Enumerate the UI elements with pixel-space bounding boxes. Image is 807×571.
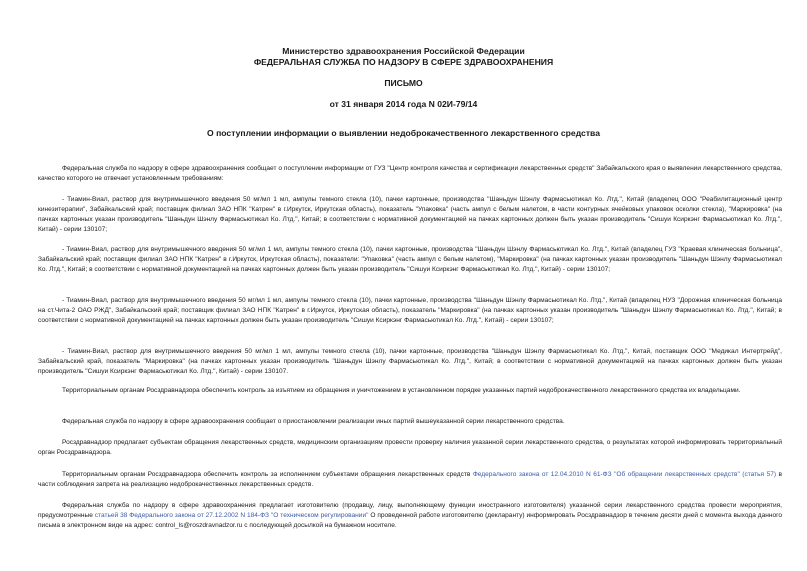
law-61fz-link[interactable]: Федерального закона от 12.04.2010 N 61-ФЗ "Об обращении лекарственных средств" bbox=[472, 471, 740, 478]
document-subject: О поступлении информации о выявлении недоброкачественного лекарственного средства bbox=[207, 128, 600, 138]
inspection-paragraph bbox=[38, 438, 782, 458]
service-name: ФЕДЕРАЛЬНАЯ СЛУЖБА ПО НАДЗОРУ В СФЕРЕ ЗДРАВООХРАНЕНИЯ bbox=[253, 57, 554, 67]
ministry-name: Министерство здравоохранения Российской Федерации bbox=[282, 46, 525, 56]
document-type: ПИСЬМО bbox=[384, 78, 423, 88]
control-paragraph bbox=[38, 470, 782, 490]
intro-paragraph bbox=[38, 164, 782, 184]
paragraph-withdrawal: Территориальным органам Росздравнадзора обеспечить контроль за изъятием из обращения и уничтожением в установленном порядке указанных партий недоброкачественного лекарственного средства их владельцами. bbox=[62, 387, 741, 394]
paragraph-manufacturer-text-a: Федеральная служба по надзору в сфере здравоохранения предлагает изготовителю (продавцу, лицу, выполняющему функции иностранного изготовителя) указанной серии лекарственного средства провести мероприятия, предусмотренные bbox=[38, 502, 782, 520]
item-paragraph-3 bbox=[38, 296, 782, 326]
item-paragraph-2 bbox=[38, 245, 782, 275]
paragraph-manufacturer bbox=[38, 501, 782, 531]
paragraph-item-3: - Тиамин-Виал, раствор для внутримышечного введения 50 мг/мл 1 мл, ампулы темного стекла (10), пачки картонные, производства "Шаньдун Шэнлу Фармасьютикал Ко. Лтд.", Китай (владелец НУЗ "Дорожная клиническая больница на ст.Чита-2 ОАО РЖД", Забайкальский край; поставщик филиал ЗАО НПК "Катрен" в г.Иркутск, Иркутская область), показатель "Маркировка" (на пачках картонных указан производитель "Шаньдун Шэнлу Фармасьютикал Ко. Лтд.", Китай; в соответствии с нормативной документацией на пачках картонных должен быть указан производитель "Сишуи Ксиркэнг Фармасьютикал Ко. Лтд.", Китай) - серии 130107; bbox=[38, 297, 782, 325]
article-57-link[interactable]: (статья 57) bbox=[742, 471, 777, 478]
paragraph-item-2: - Тиамин-Виал, раствор для внутримышечного введения 50 мг/мл 1 мл, ампулы темного стекла (10), пачки картонные, производства "Шаньдун Шэнлу Фармасьютикал Ко. Лтд.", Китай (владелец ГУЗ "Краевая клиническая больница", Забайкальский край; поставщик филиал ЗАО НПК "Катрен" в г.Иркутск, Иркутская область), показатели: "Упаковка" (часть ампул с белым налетом), "Маркировка" (на пачках картонных указан производитель "Шаньдун Шэнлу Фармасьютикал Ко. Лтд.", Китай; в соответствии с нормативной документацией на пачках картонных должен быть указан производитель "Сишуи Ксиркэнг Фармасьютикал Ко. Лтд.", Китай) - серии 130107; bbox=[38, 246, 782, 274]
paragraph-control-text-a: Территориальным органам Росздравнадзора обеспечить контроль за исполнением субъектами обращения лекарственных средств bbox=[62, 471, 473, 478]
paragraph-control bbox=[38, 470, 782, 490]
paragraph-suspension: Федеральная служба по надзору в сфере здравоохранения сообщает о приостановлении реализации иных партий вышеуказанной серии лекарственного средства. bbox=[62, 418, 565, 425]
paragraph-item-4: - Тиамин-Виал, раствор для внутримышечного введения 50 мг/мл 1 мл, ампулы темного стекла (10), пачки картонные, производства "Шаньдун Шэнлу Фармасьютикал Ко. Лтд.", Китай, поставщик ООО "Медикал Интертрейд", Забайкальский край, показатель "Маркировка" (на пачках картонных указан производитель "Шаньдун Шэнлу Фармасьютикал Ко. Лтд.", Китай; в соответствии с нормативной документацией на пачках картонных должен быть указан производитель "Сишуи Ксиркэнг Фармасьютикал Ко. Лтд.", Китай) - серии 130107. bbox=[38, 348, 782, 376]
paragraph-item-1: - Тиамин-Виал, раствор для внутримышечного введения 50 мг/мл 1 мл, ампулы темного стекла (10), пачки картонные, производства "Шаньдун Шэнлу Фармасьютикал Ко. Лтд.", Китай (владелец ООО "Реабилитационный центр кинезитерапии", Забайкальский край; поставщик филиал ЗАО НПК "Катрен" в г.Иркутск, Иркутская область), показатель "Упаковка" (часть ампул с белым налетом, в части контурных ячейковых упаковок осколки стекла), "Маркировка" (на пачках картонных указан производитель "Шаньдун Шэнлу Фармасьютикал Ко. Лтд.", Китай; в соответствии с нормативной документацией на пачках картонных должен быть указан производитель "Сишуи Ксиркэнг Фармасьютикал Ко. Лтд.", Китай) - серии 130107; bbox=[38, 196, 782, 234]
manufacturer-paragraph bbox=[38, 501, 782, 531]
law-184fz-link[interactable]: статьей 38 Федерального закона от 27.12.2002 N 184-ФЗ "О техническом регулировании" bbox=[94, 512, 369, 520]
paragraph-inspection: Росздравнадзор предлагает субъектам обращения лекарственных средств, медицинским организациям провести проверку наличия указанной серии лекарственного средства, о результатах которой информировать территориальный орган Росздравнадзора. bbox=[38, 439, 782, 457]
paragraph-intro: Федеральная служба по надзору в сфере здравоохранения сообщает о поступлении информации от ГУЗ "Центр контроля качества и сертификации лекарственных средств" Забайкальского края о выявлении лекарственного средства, качество которого не отвечает установленным требованиям: bbox=[38, 165, 782, 183]
suspension-paragraph bbox=[38, 417, 782, 427]
item-paragraph-4 bbox=[38, 347, 782, 377]
item-paragraph-1 bbox=[38, 195, 782, 235]
document-date-number: от 31 января 2014 года N 02И-79/14 bbox=[329, 99, 478, 109]
withdrawal-paragraph bbox=[38, 386, 782, 396]
paragraph-control-text-c: в части соблюдения запрета на реализацию недоброкачественных лекарственных средств. bbox=[38, 471, 782, 489]
paragraph-manufacturer-text-b: О проведенной работе изготовителю (декларанту) информировать Росздравнадзор в течение десяти дней с момента выхода данного письма в электронном виде на адрес: control_ls@roszdravnadzor.ru с последующей досылкой на бумажном носителе. bbox=[38, 512, 782, 530]
